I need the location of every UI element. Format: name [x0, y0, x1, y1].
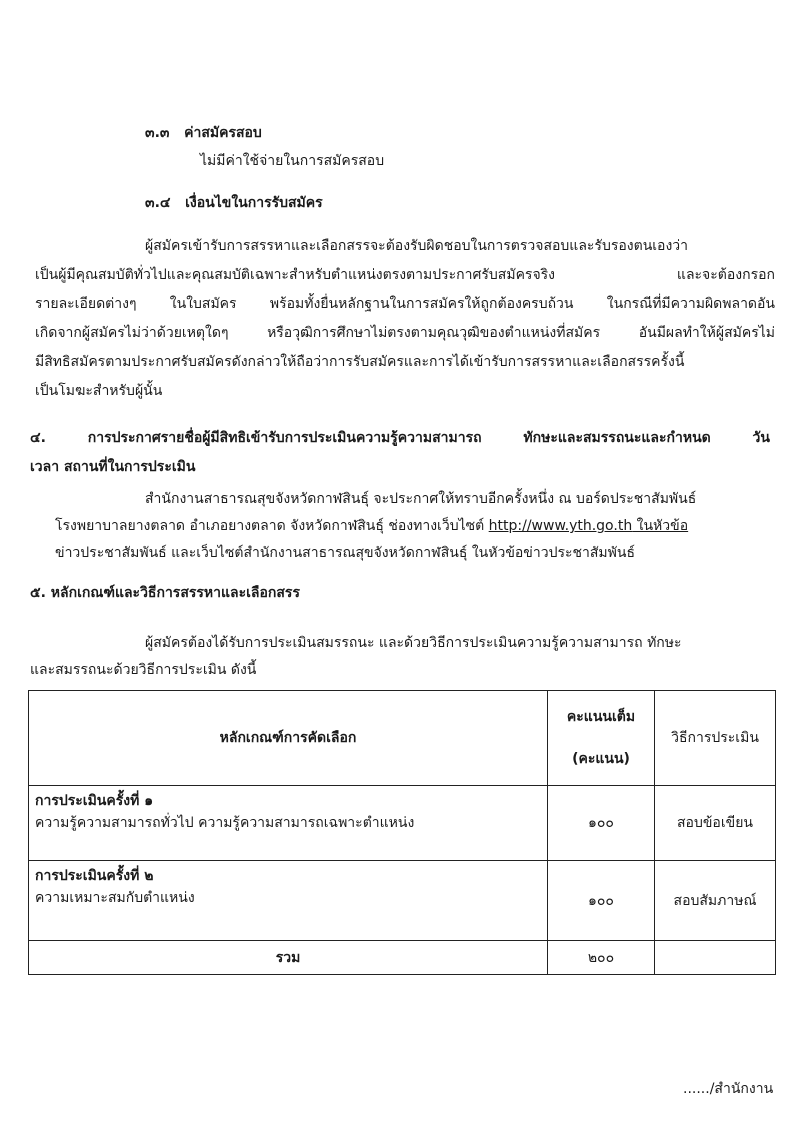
section-5-heading: ๕. หลักเกณฑ์และวิธีการสรรหาและเลือกสรร [30, 585, 300, 601]
paragraph-line: เกิดจากผู้สมัครไม่ว่าด้วยเหตุใดๆ หรือวุฒิการศึกษาไม่ตรงตามคุณวุฒิของตำแหน่งที่สมัคร อันมีผลทำให้ผู้สมัครไม่ [35, 325, 775, 341]
section-title: เงื่อนไขในการรับสมัคร [185, 195, 323, 211]
header-score-label: คะแนนเต็ม [566, 709, 636, 725]
row-desc: ความรู้ความสามารถทั่วไป ความรู้ความสามารถเฉพาะตำแหน่ง [35, 815, 415, 831]
paragraph-line: ผู้สมัครเข้ารับการสรรหาและเลือกสรรจะต้องรับผิดชอบในการตรวจสอบและรับรองตนเองว่า [145, 238, 689, 254]
header-method: วิธีการประเมิน [655, 691, 776, 786]
paragraph-line: รายละเอียดต่างๆ ในใบสมัคร พร้อมทั้งยื่นหลักฐานในการสมัครให้ถูกต้องครบถ้วน ในกรณีที่มีความผิดพลาดอัน [35, 296, 775, 312]
header-score [548, 691, 655, 786]
row-title: การประเมินครั้งที่ ๑ [35, 793, 154, 809]
section-4-heading-cont: เวลา สถานที่ในการประเมิน [30, 459, 196, 475]
section-3-3-heading [145, 122, 262, 144]
section-title: ค่าสมัครสอบ [184, 125, 262, 141]
table-row [29, 786, 776, 861]
paragraph-line: เป็นผู้มีคุณสมบัติทั่วไปและคุณสมบัติเฉพาะสำหรับตำแหน่งตรงตามประกาศรับสมัครจริง และจะต้องกรอก [35, 267, 775, 283]
row-desc: ความเหมาะสมกับตำแหน่ง [35, 890, 195, 906]
paragraph-line: ผู้สมัครต้องได้รับการประเมินสมรรถนะ และด้วยวิธีการประเมินความรู้ความสามารถ ทักษะ [145, 635, 682, 651]
row-title: การประเมินครั้งที่ ๒ [35, 868, 154, 884]
section-4-heading: ๔. การประกาศรายชื่อผู้มีสิทธิเข้ารับการประเมินความรู้ความสามารถ ทักษะและสมรรถนะและกำหนด วัน [30, 430, 770, 446]
empty-cell [655, 941, 776, 975]
table-header-row [29, 691, 776, 786]
paragraph-line: มีสิทธิสมัครตามประกาศรับสมัครดังกล่าวให้ถือว่าการรับสมัครและการได้เข้ารับการสรรหาและเลือกสรรครั้งนี้ [35, 354, 685, 370]
paragraph-line: และสมรรถนะด้วยวิธีการประเมิน ดังนี้ [30, 662, 257, 678]
header-score-unit: (คะแนน) [572, 751, 630, 767]
paragraph-line: สำนักงานสาธารณสุขจังหวัดกาฬสินธุ์ จะประกาศให้ทราบอีกครั้งหนึ่ง ณ บอร์ดประชาสัมพันธ์ [145, 491, 697, 507]
table-total-row [29, 941, 776, 975]
section-3-4-heading [145, 192, 323, 214]
header-criteria: หลักเกณฑ์การคัดเลือก [29, 691, 548, 786]
section-number: ๓.๓ [145, 125, 170, 141]
method-cell: สอบสัมภาษณ์ [655, 861, 776, 941]
text: ในหัวข้อ [632, 518, 689, 534]
paragraph-line [55, 515, 688, 537]
paragraph-line: เป็นโมฆะสำหรับผู้นั้น [35, 383, 163, 399]
score-cell: ๑๐๐ [548, 861, 655, 941]
section-number: ๓.๔ [145, 195, 171, 211]
table-row [29, 861, 776, 941]
footer-continuation: ....../สำนักงาน [683, 1081, 774, 1097]
total-label: รวม [29, 941, 548, 975]
criteria-cell [29, 861, 548, 941]
section-3-3-text: ไม่มีค่าใช้จ่ายในการสมัครสอบ [200, 153, 385, 169]
criteria-cell [29, 786, 548, 861]
criteria-table [28, 690, 776, 975]
total-score: ๒๐๐ [548, 941, 655, 975]
paragraph-line: ข่าวประชาสัมพันธ์ และเว็บไซต์สำนักงานสาธารณสุขจังหวัดกาฬสินธุ์ ในหัวข้อข่าวประชาสัมพันธ์ [55, 545, 636, 561]
website-link[interactable]: http://www.yth.go.th [488, 518, 633, 534]
method-cell: สอบข้อเขียน [655, 786, 776, 861]
score-cell: ๑๐๐ [548, 786, 655, 861]
text: โรงพยาบาลยางตลาด อำเภอยางตลาด จังหวัดกาฬสินธุ์ ช่องทางเว็บไซต์ [55, 518, 489, 534]
